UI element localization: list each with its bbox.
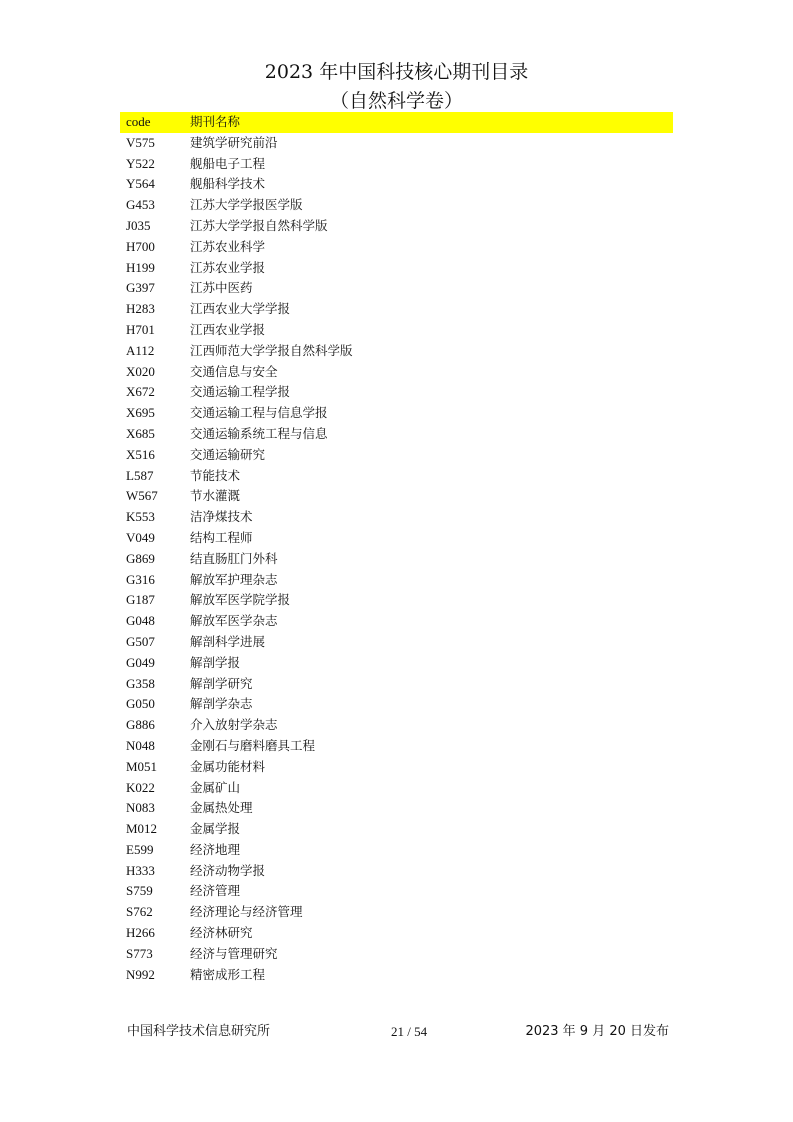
- journal-code: M012: [126, 821, 158, 837]
- journal-name: 交通信息与安全: [190, 363, 278, 379]
- journal-name: 经济理论与经济管理: [190, 904, 303, 920]
- journal-code: K553: [126, 509, 155, 525]
- table-row: [120, 507, 673, 528]
- table-row: [120, 861, 673, 882]
- journal-name: 江苏大学学报医学版: [190, 197, 303, 213]
- journal-code: S762: [126, 904, 153, 920]
- table-row: [120, 923, 673, 944]
- journal-name: 解剖学杂志: [190, 696, 253, 712]
- table-row: [120, 694, 673, 715]
- journal-name: 江苏大学学报自然科学版: [190, 217, 328, 233]
- table-row: [120, 611, 673, 632]
- journal-table: [120, 112, 673, 985]
- journal-name: 经济林研究: [190, 925, 253, 941]
- table-row: [120, 757, 673, 778]
- journal-code: S773: [126, 945, 153, 961]
- table-row: [120, 798, 673, 819]
- journal-code: N048: [126, 737, 155, 753]
- table-row: [120, 486, 673, 507]
- journal-name: 经济管理: [190, 883, 241, 899]
- table-header: [120, 112, 673, 133]
- header-name: 期刊名称: [190, 114, 241, 129]
- journal-name: 江苏农业学报: [190, 259, 266, 275]
- journal-code: L587: [126, 467, 154, 483]
- table-row: [120, 653, 673, 674]
- journal-name: 经济动物学报: [190, 862, 266, 878]
- table-row: [120, 736, 673, 757]
- journal-code: X685: [126, 425, 155, 441]
- journal-code: H266: [126, 925, 155, 941]
- table-row: [120, 341, 673, 362]
- journal-code: G358: [126, 675, 155, 691]
- table-body: [120, 133, 673, 986]
- journal-code: V049: [126, 529, 155, 545]
- table-row: [120, 133, 673, 154]
- journal-code: S759: [126, 883, 153, 899]
- journal-name: 节能技术: [190, 467, 241, 483]
- journal-name: 经济地理: [190, 841, 241, 857]
- journal-code: A112: [126, 342, 155, 358]
- journal-name: 结直肠肛门外科: [190, 550, 278, 566]
- journal-code: G316: [126, 571, 155, 587]
- journal-name: 结构工程师: [190, 529, 253, 545]
- table-row: [120, 424, 673, 445]
- table-row: [120, 570, 673, 591]
- journal-code: H700: [126, 238, 155, 254]
- table-row: [120, 549, 673, 570]
- journal-name: 解剖学研究: [190, 675, 253, 691]
- table-row: [120, 382, 673, 403]
- table-row: [120, 674, 673, 695]
- table-row: [120, 362, 673, 383]
- journal-name: 江苏中医药: [190, 280, 253, 296]
- header-code: code: [126, 114, 151, 129]
- journal-code: X020: [126, 363, 155, 379]
- journal-code: K022: [126, 779, 155, 795]
- table-row: [120, 778, 673, 799]
- journal-code: E599: [126, 841, 154, 857]
- journal-name: 金属学报: [190, 821, 241, 837]
- journal-code: G049: [126, 654, 155, 670]
- table-row: [120, 965, 673, 986]
- journal-code: N992: [126, 966, 155, 982]
- journal-code: H333: [126, 862, 155, 878]
- journal-code: G507: [126, 633, 155, 649]
- table-row: [120, 632, 673, 653]
- table-row: [120, 445, 673, 466]
- journal-code: H283: [126, 301, 155, 317]
- table-row: [120, 195, 673, 216]
- journal-code: Y564: [126, 176, 155, 192]
- journal-name: 金属热处理: [190, 800, 253, 816]
- journal-name: 节水灌溉: [190, 488, 241, 504]
- table-row: [120, 237, 673, 258]
- journal-code: N083: [126, 800, 155, 816]
- journal-name: 解剖科学进展: [190, 633, 266, 649]
- footer-page-number: 21 / 54: [391, 1024, 428, 1039]
- table-row: [120, 174, 673, 195]
- journal-code: V575: [126, 134, 155, 150]
- table-row: [120, 715, 673, 736]
- journal-name: 舰船科学技术: [190, 176, 266, 192]
- table-row: [120, 278, 673, 299]
- journal-name: 解放军医学院学报: [190, 592, 291, 608]
- journal-code: H199: [126, 259, 155, 275]
- page-footer: [0, 1022, 793, 1042]
- journal-code: X516: [126, 446, 155, 462]
- journal-code: H701: [126, 321, 155, 337]
- journal-name: 解放军护理杂志: [190, 571, 278, 587]
- journal-name: 江西农业大学学报: [190, 301, 291, 317]
- table-row: [120, 258, 673, 279]
- table-row: [120, 819, 673, 840]
- journal-name: 江西农业学报: [190, 321, 266, 337]
- journal-name: 交通运输研究: [190, 446, 266, 462]
- table-row: [120, 840, 673, 861]
- journal-name: 洁净煤技术: [190, 509, 253, 525]
- journal-code: G187: [126, 592, 155, 608]
- journal-code: G048: [126, 613, 155, 629]
- journal-name: 经济与管理研究: [190, 945, 278, 961]
- journal-name: 江苏农业科学: [190, 238, 266, 254]
- journal-code: Y522: [126, 155, 155, 171]
- table-row: [120, 154, 673, 175]
- journal-name: 建筑学研究前沿: [190, 134, 278, 150]
- table-row: [120, 528, 673, 549]
- journal-code: G397: [126, 280, 155, 296]
- page-subtitle: （自然科学卷）: [329, 90, 463, 112]
- journal-name: 金属矿山: [190, 779, 241, 795]
- table-row: [120, 881, 673, 902]
- table-row: [120, 466, 673, 487]
- footer-date: 2023 年 9 月 20 日发布: [525, 1024, 669, 1039]
- journal-code: W567: [126, 488, 158, 504]
- journal-name: 金属功能材料: [190, 758, 266, 774]
- footer-publisher: 中国科学技术信息研究所: [127, 1024, 271, 1039]
- journal-name: 介入放射学杂志: [190, 717, 278, 733]
- table-row: [120, 320, 673, 341]
- table-row: [120, 299, 673, 320]
- journal-code: G869: [126, 550, 155, 566]
- journal-code: X695: [126, 405, 155, 421]
- table-row: [120, 590, 673, 611]
- journal-name: 解放军医学杂志: [190, 613, 278, 629]
- journal-code: G886: [126, 717, 155, 733]
- table-row: [120, 403, 673, 424]
- journal-code: G050: [126, 696, 155, 712]
- journal-code: X672: [126, 384, 155, 400]
- journal-code: M051: [126, 758, 158, 774]
- journal-name: 交通运输工程与信息学报: [190, 405, 328, 421]
- page-title: 2023 年中国科技核心期刊目录: [264, 61, 529, 83]
- journal-name: 金刚石与磨料磨具工程: [190, 737, 316, 753]
- journal-name: 解剖学报: [190, 654, 241, 670]
- table-row: [120, 216, 673, 237]
- journal-name: 交通运输系统工程与信息: [190, 425, 328, 441]
- journal-name: 交通运输工程学报: [190, 384, 291, 400]
- table-row: [120, 944, 673, 965]
- journal-name: 江西师范大学学报自然科学版: [190, 342, 353, 358]
- table-row: [120, 902, 673, 923]
- journal-code: J035: [126, 217, 151, 233]
- journal-name: 舰船电子工程: [190, 155, 266, 171]
- journal-code: G453: [126, 197, 155, 213]
- journal-name: 精密成形工程: [190, 966, 266, 982]
